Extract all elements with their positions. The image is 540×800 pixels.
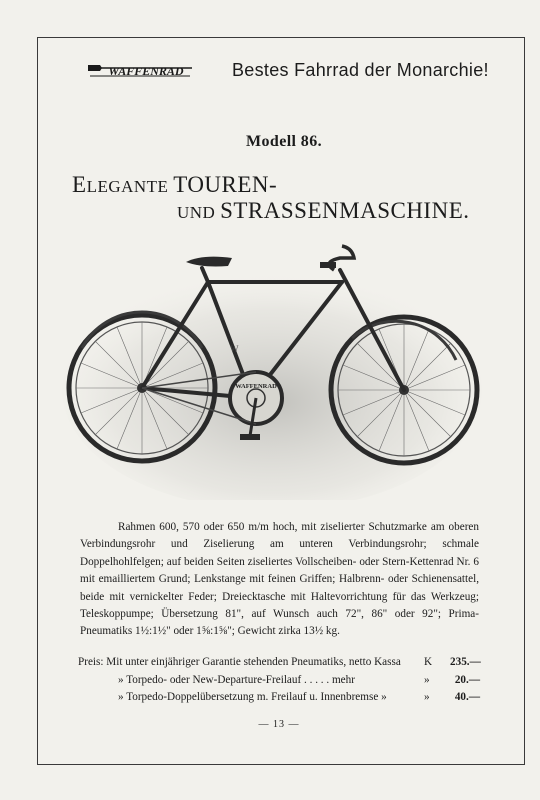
saddle — [186, 257, 232, 267]
price-amount: 235.— — [450, 656, 481, 668]
title-line-1 — [72, 172, 277, 198]
price-currency: K — [424, 656, 433, 668]
price-label: » Torpedo-Doppelübersetzung m. Freilauf u. Innenbremse » — [118, 691, 387, 703]
title-second-word: STRASSENMASCHINE. — [220, 198, 470, 223]
price-label: Preis: Mit unter einjähriger Garantie stehenden Pneumatiks, netto Kassa — [78, 656, 401, 668]
price-label: » Torpedo- oder New-Departure-Freilauf . . . . . mehr — [118, 673, 355, 686]
frame-mark: W — [230, 344, 239, 354]
price-amount: 40.— — [454, 691, 480, 703]
bicycle-illustration — [52, 240, 492, 500]
logo-wordmark: WAFFENRAD — [108, 64, 184, 78]
price-row — [78, 654, 480, 672]
title-smallcaps: LEGANTE — [86, 177, 174, 196]
title-initial: E — [72, 172, 87, 197]
title-line-2 — [177, 198, 470, 224]
price-row — [78, 689, 480, 707]
price-list — [78, 654, 480, 707]
slogan: Bestes Fahrrad der Monarchie! — [232, 60, 489, 80]
chainring-inscription: WAFFENRAD — [235, 383, 277, 390]
model-number: Modell 86. — [246, 133, 322, 150]
price-amount: 20.— — [454, 673, 480, 686]
page-number: — 13 — — [258, 719, 300, 730]
price-row — [78, 672, 480, 690]
price-currency: » — [424, 673, 430, 686]
waffenrad-rifle-logo — [86, 54, 194, 90]
title-conjunction: UND — [177, 203, 221, 222]
title-main-word: TOUREN- — [173, 172, 278, 197]
price-currency: » — [424, 691, 430, 703]
pedal — [240, 434, 260, 440]
description-paragraph: Rahmen 600, 570 oder 650 m/m hoch, mit ziselierter Schutzmarke am oberen Verbindungsrohr und Ziselierung am unteren Verbindungsrohr; schmale Doppelhohlfelgen; auf beiden Seiten ziseliertes Vollscheiben- oder Stern-Kettenrad Nr. 6 mit emailliertem Grund; Lenkstange mit feinen Griffen; Halbrenn- oder Schienensattel, beide mit vernickelter Feder; Dreiecktasche mit Haltevorrichtung für das Werkzeug; Teleskoppumpe; Übersetzung 81", auf Wunsch auch 72", 86" oder 92"; Prima-Pneumatiks 1½:1½" oder 1⅝:1⅝"; Gewicht zirka 13½ kg. — [80, 521, 479, 638]
